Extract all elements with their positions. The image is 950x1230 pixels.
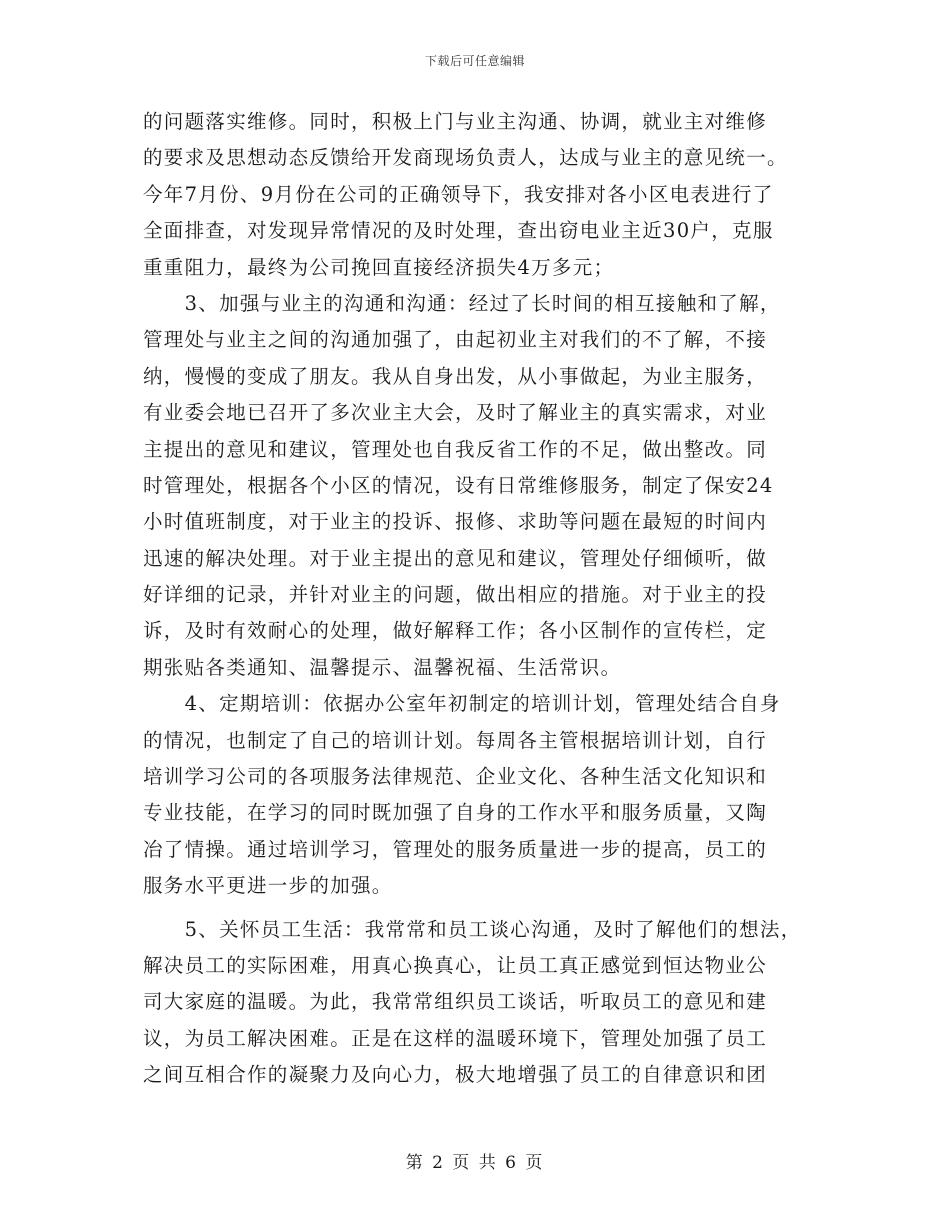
text-line: 司大家庭的温暖。为此，我常常组织员工谈话，听取员工的意见和建 [143, 990, 768, 1014]
page-header: 下载后可任意编辑 [424, 54, 525, 68]
text-line: 时管理处，根据各个小区的情况，设有日常维修服务，制定了保安24 [143, 473, 774, 497]
text-line: 主提出的意见和建议，管理处也自我反省工作的不足，做出整改。同 [143, 437, 768, 461]
text-line: 的问题落实维修。同时，积极上门与业主沟通、协调，就业主对维修 [143, 110, 768, 133]
text-line: 的情况，也制定了自己的培训计划。每周各主管根据培训计划，自行 [143, 728, 768, 752]
page-number: 第 2 页 共 6 页 [405, 1153, 545, 1173]
text-line: 今年7月份、9月份在公司的正确领导下，我安排对各小区电表进行了 [143, 182, 774, 206]
text-line: 4、定期培训：依据办公室年初制定的培训计划，管理处结合自身 [143, 692, 781, 716]
document-body [143, 104, 803, 1094]
text-line: 5、关怀员工生活：我常常和员工谈心沟通，及时了解他们的想法， [143, 917, 802, 941]
text-line: 有业委会地已召开了多次业主大会，及时了解业主的真实需求，对业 [143, 401, 768, 425]
text-line: 迅速的解决处理。对于业主提出的意见和建议，管理处仔细倾听，做 [143, 546, 768, 570]
text-line: 管理处与业主之间的沟通加强了，由起初业主对我们的不了解，不接 [143, 328, 768, 352]
text-line: 专业技能，在学习的同时既加强了自身的工作水平和服务质量，又陶 [143, 801, 768, 825]
text-line: 诉，及时有效耐心的处理，做好解释工作；各小区制作的宣传栏，定 [143, 619, 768, 643]
text-line: 3、加强与业主的沟通和沟通：经过了长时间的相互接触和了解， [143, 291, 781, 315]
text-line: 之间互相合作的凝聚力及向心力，极大地增强了员工的自律意识和团 [143, 1063, 768, 1087]
text-line: 好详细的记录，并针对业主的问题，做出相应的措施。对于业主的投 [143, 583, 768, 607]
text-line: 小时值班制度，对于业主的投诉、报修、求助等问题在最短的时间内 [143, 510, 768, 534]
text-line: 期张贴各类通知、温馨提示、温馨祝福、生活常识。 [143, 655, 622, 679]
text-line: 的要求及思想动态反馈给开发商现场负责人，达成与业主的意见统一。 [143, 146, 788, 170]
text-line: 培训学习公司的各项服务法律规范、企业文化、各种生活文化知识和 [143, 765, 768, 789]
text-line: 服务水平更进一步的加强。 [143, 874, 393, 898]
text-line: 解决员工的实际困难，用真心换真心，让员工真正感觉到恒达物业公 [143, 953, 768, 977]
text-line: 纳，慢慢的变成了朋友。我从自身出发，从小事做起，为业主服务， [143, 364, 768, 388]
text-line: 全面排查，对发现异常情况的及时处理，查出窃电业主近30户，克服 [143, 219, 774, 243]
text-line: 冶了情操。通过培训学习，管理处的服务质量进一步的提高，员工的 [143, 837, 768, 861]
paragraph-gap [143, 905, 803, 912]
text-line: 议，为员工解决困难。正是在这样的温暖环境下，管理处加强了员工 [143, 1026, 768, 1050]
text-line: 重重阻力，最终为公司挽回直接经济损失4万多元； [143, 255, 615, 279]
